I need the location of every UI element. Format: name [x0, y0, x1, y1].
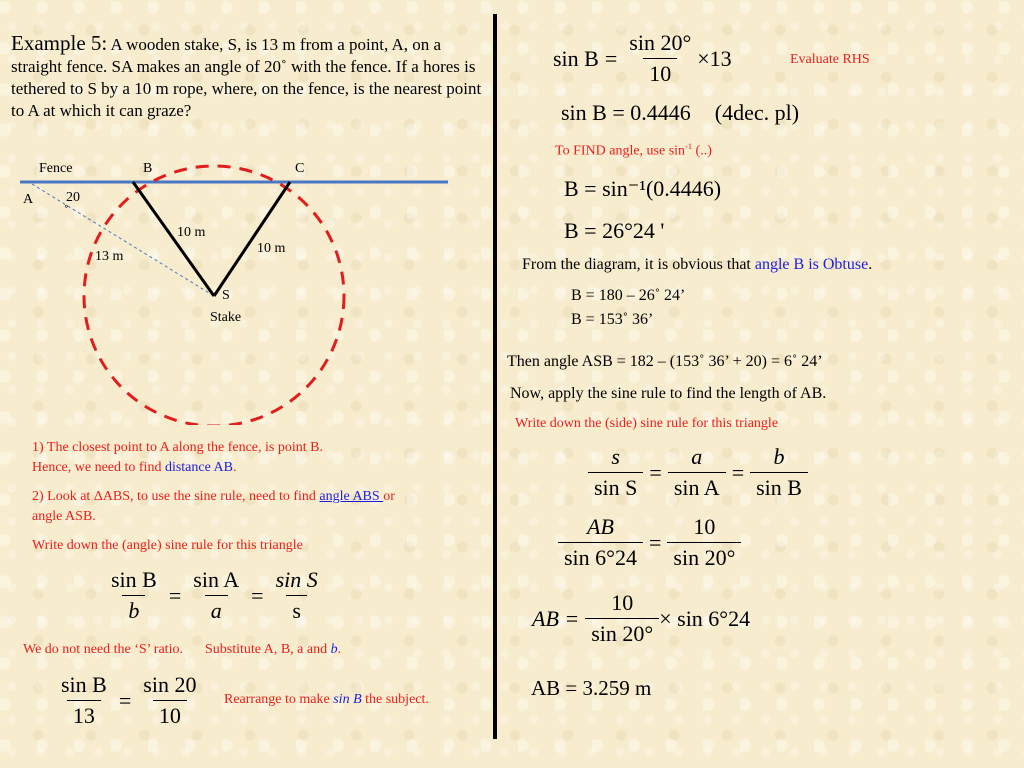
evaluate-rhs-note: Evaluate RHS — [790, 52, 870, 67]
frac-sinb-b: $\frac{\text{sin B}}{b}$ — [111, 567, 157, 623]
eq-b-acute: B = 26°24 ' — [564, 218, 665, 243]
apply-sine-rule-text: Now, apply the sine rule to find the length of AB. — [510, 385, 827, 402]
fence-diagram — [0, 150, 490, 425]
frac-sin20-10: $\frac{\sin 20}{10}$ — [143, 672, 197, 728]
obtuse-text: From the diagram, it is obvious that angle B is Obtuse. — [522, 256, 873, 273]
angle-label: 20 — [66, 190, 80, 205]
step1-line1: 1) The closest point to A along the fence, is point B. — [32, 440, 323, 455]
step2-line1 — [32, 489, 395, 505]
label-stake: Stake — [210, 310, 242, 325]
fence-label: Fence — [39, 161, 73, 176]
angle-sine-rule: $\frac{\text{sin B}}{b}$ = $\frac{\text{sin A}}{a}$ = $\frac{\text{sin S}}{s}$ — [105, 567, 324, 624]
step2-line2: angle ASB. — [32, 509, 96, 524]
angle-abs-link[interactable]: angle ABS — [319, 489, 384, 504]
ab-formula: AB = $\frac{10}{\sin 20^\circ}$ × sin 6°24 — [532, 590, 751, 646]
step1-suffix: . — [233, 460, 237, 475]
frac-sins-s: $\frac{\text{sin S}}{s}$ — [275, 567, 318, 623]
rearrange-instruction: Rearrange to make sin B the subject. — [224, 692, 429, 707]
rope-sc — [214, 182, 290, 296]
step4-ratio-note: We do not need the ‘S’ ratio. — [23, 642, 183, 657]
label-c: C — [295, 161, 305, 176]
label-s: S — [222, 288, 230, 303]
frac-sinb-13: $\frac{\text{sin B}}{13}$ — [61, 672, 107, 728]
step2-suffix: or — [383, 489, 395, 504]
obtuse-highlight: angle B is Obtuse — [754, 256, 869, 273]
step4-substitute: Substitute A, B, a and — [204, 642, 331, 657]
eq-inverse-sine: B = sin⁻¹(0.4446) — [564, 176, 722, 201]
vertical-divider — [493, 14, 497, 739]
find-angle-note: To FIND angle, use $\sin^{-1}$ (..) — [555, 142, 712, 159]
step1-text — [32, 440, 323, 456]
step1-prefix: Hence, we need to find — [32, 460, 165, 475]
frac-sina-a: $\frac{\text{sin A}}{a}$ — [193, 567, 240, 623]
angle-rule-instruction: Write down the (angle) sine rule for this triangle — [32, 538, 303, 553]
angle-asb-text: Then angle ASB = 182 – (153˚ 36’ + 20) = 6˚ 24’ — [507, 353, 823, 370]
angle-degree: ˚ — [64, 204, 69, 219]
label-b: B — [143, 161, 153, 176]
problem-heading: Example 5: — [11, 31, 108, 55]
label-10m-b: 10 m — [177, 225, 206, 240]
b-calc-line2: B = 153˚ 36’ — [571, 311, 654, 328]
b-calc-line1: B = 180 – 26˚ 24’ — [571, 287, 686, 304]
problem-text: A wooden stake, S, is 13 m from a point, A, on a straight fence. SA makes an angle of 20˚ with the fence. If a hores is tethered to S by a 10 m rope, where, on the fence, is the nearest point to A at which it can graze? — [11, 35, 482, 120]
problem-statement — [11, 32, 489, 122]
substituted-equation: $\frac{\text{sin B}}{13}$ = $\frac{\sin 20}{10}$ — [55, 672, 202, 729]
distance-ab-text: distance AB — [164, 460, 233, 475]
side-rule-instruction: Write down the (side) sine rule for this triangle — [515, 416, 779, 431]
eq-sinb-value: sin B = 0.4446 (4dec. pl) — [561, 100, 800, 125]
line-sa — [32, 184, 214, 296]
ab-ratio-equation: $\frac{AB}{\sin 6^\circ 24}$ = $\frac{10}{\sin 20^\circ}$ — [558, 514, 741, 571]
final-answer: AB = 3.259 m — [531, 676, 652, 700]
eq-sinb-fraction: sin B = $\frac{\sin 20^\circ}{10}$ ×13 — [553, 30, 732, 86]
step1-line2 — [32, 460, 237, 476]
step4-text: We do not need the ‘S’ ratio. Substitute A, B, a and b. — [23, 642, 342, 657]
label-10m-c: 10 m — [257, 241, 286, 256]
label-13m: 13 m — [95, 249, 124, 264]
side-sine-rule: $\frac{s}{\text{sin S}}$ = $\frac{a}{\text{sin A}}$ = $\frac{b}{\text{sin B}}$ — [588, 444, 808, 501]
step2-prefix: 2) Look at ΔABS, to use the sine rule, need to find — [32, 489, 320, 504]
label-a: A — [23, 192, 34, 207]
